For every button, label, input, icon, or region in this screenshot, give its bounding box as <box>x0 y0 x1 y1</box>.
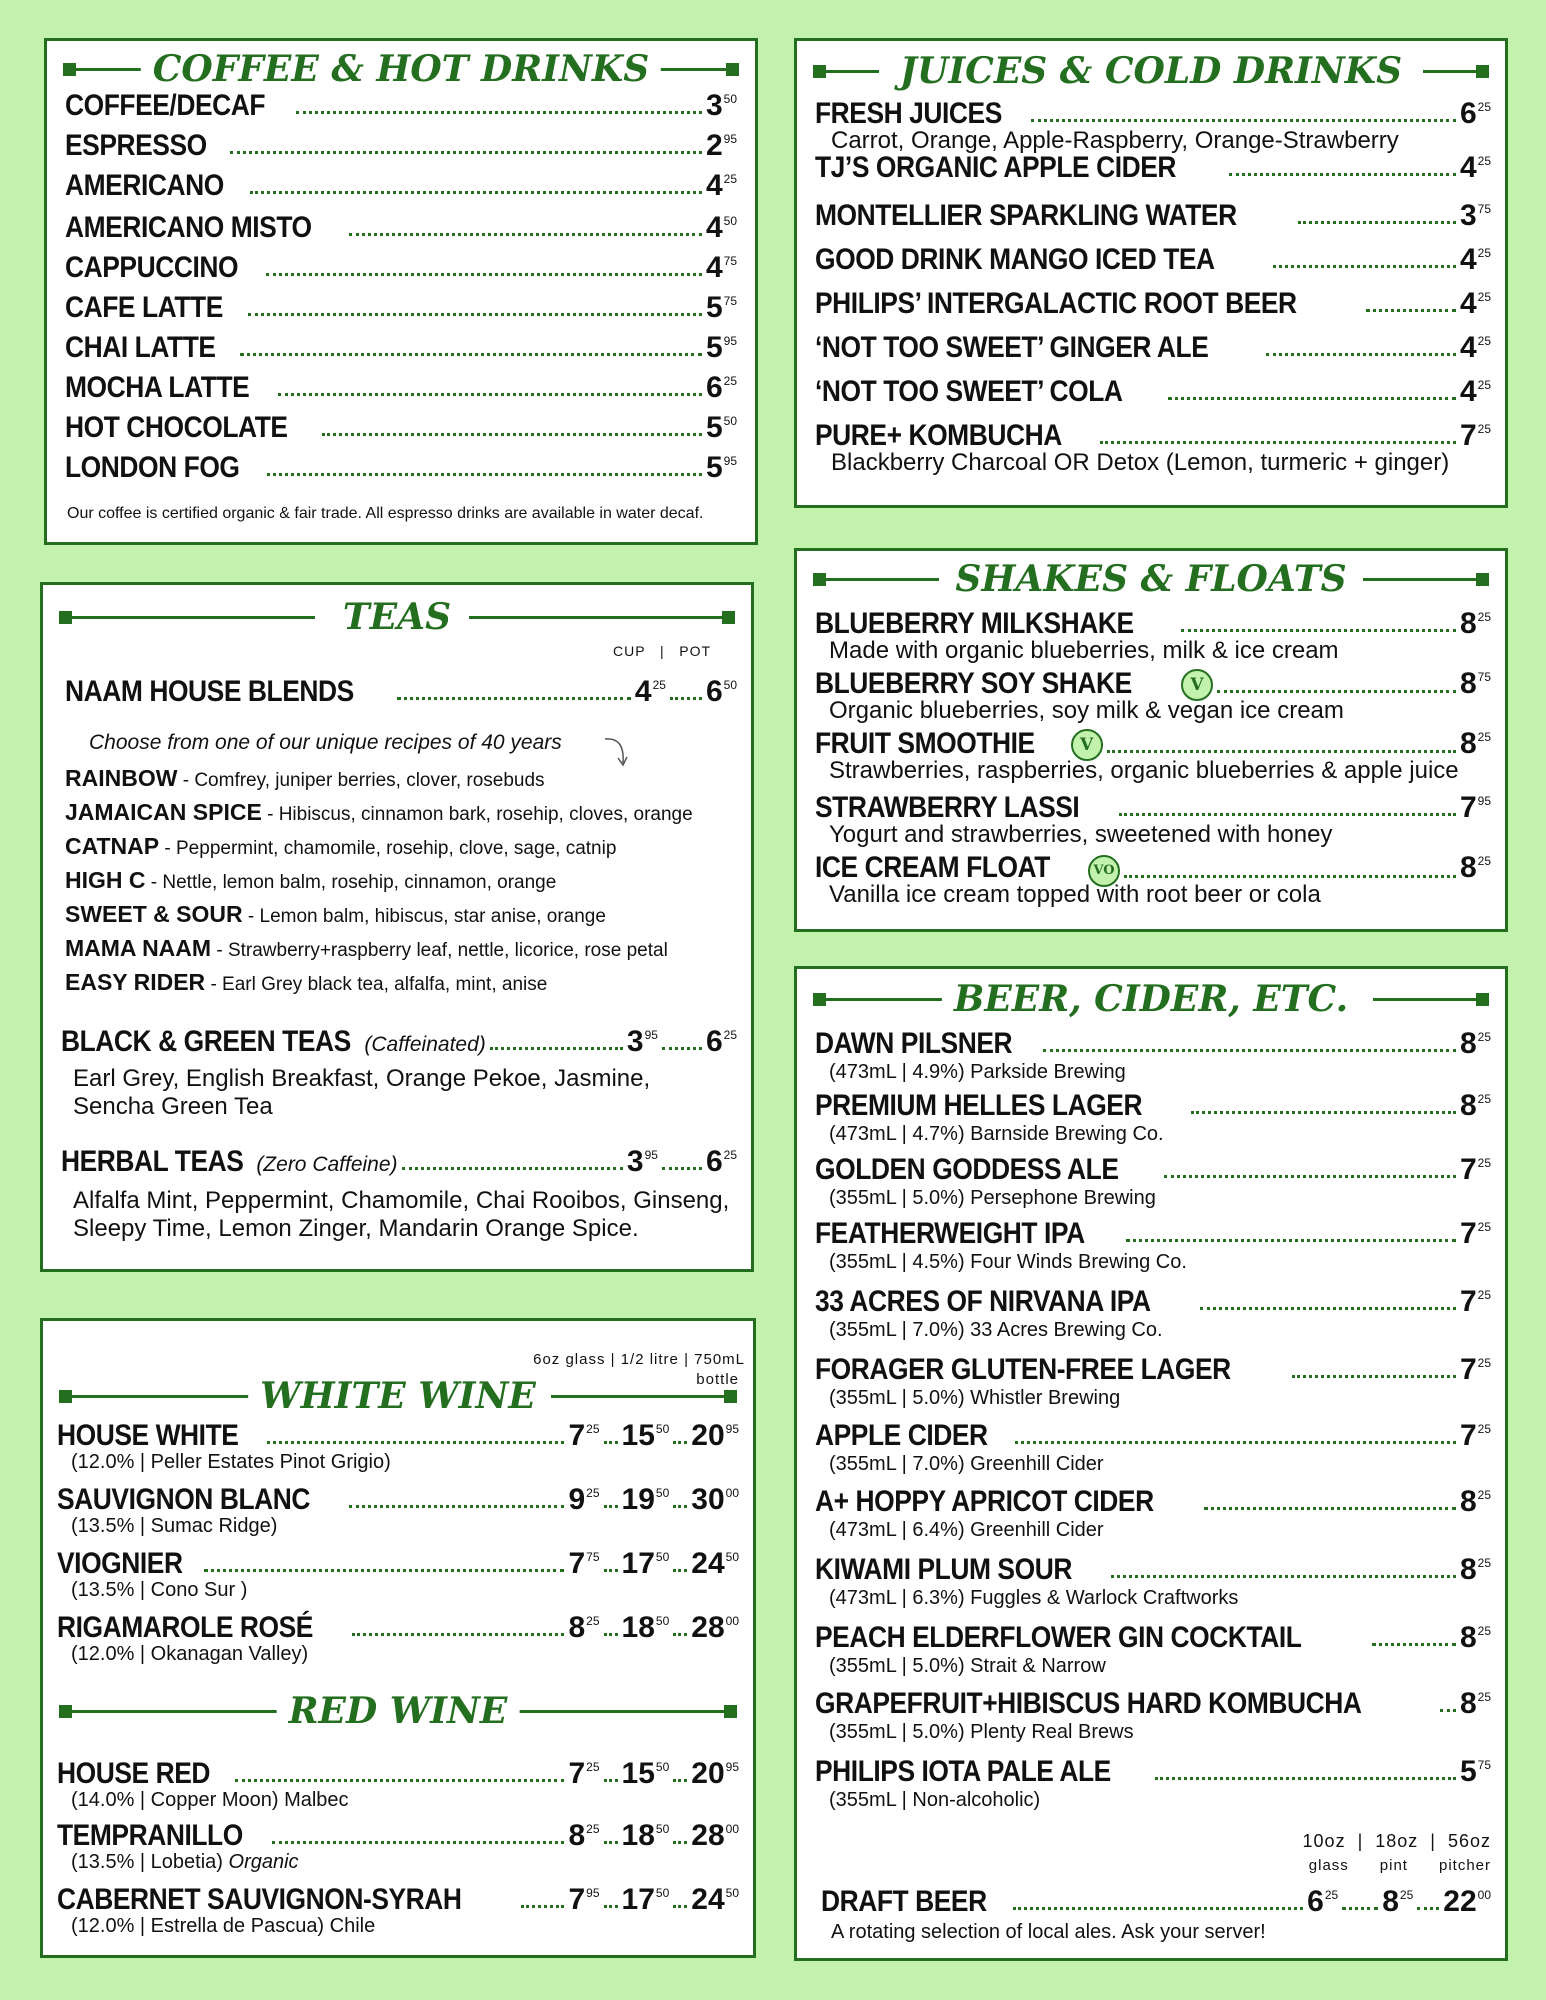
tea-blend: RAINBOW - Comfrey, juniper berries, clover, rosebuds <box>65 765 545 791</box>
beer-banner <box>813 979 1489 1019</box>
beer-item: FEATHERWEIGHT IPA $7^{25}$ <box>815 1217 1491 1250</box>
juice-item-name: ‘NOT TOO SWEET’ GINGER ALE <box>815 331 1209 364</box>
tea-herbal-name: HERBAL TEAS <box>61 1145 244 1178</box>
white-wine-title: WHITE WINE <box>248 1376 548 1416</box>
tea-blend: EASY RIDER - Earl Grey black tea, alfalfa, mint, anise <box>65 969 548 995</box>
coffee-item-name: COFFEE/DECAF <box>65 89 266 122</box>
wine-item-name: HOUSE WHITE <box>57 1419 239 1452</box>
tea-herbal-desc: Alfalfa Mint, Peppermint, Chamomile, Chai Rooibos, Ginseng, <box>73 1187 730 1214</box>
beer-item: PHILIPS IOTA PALE ALE $5^{75}$ <box>815 1755 1491 1788</box>
vegan-badge-icon: V <box>1181 669 1213 701</box>
tea-blend: MAMA NAAM - Strawberry+raspberry leaf, nettle, licorice, rose petal <box>65 935 668 961</box>
wine-item: TEMPRANILLO $8^{25}$ $18^{50}$ $28^{00}$ <box>57 1819 739 1852</box>
juice-item-name: ‘NOT TOO SWEET’ COLA <box>815 375 1123 408</box>
shake-item: ICE CREAM FLOAT VO $8^{25}$ <box>815 851 1491 890</box>
wine-item: VIOGNIER $7^{75}$ $17^{50}$ $24^{50}$ <box>57 1547 739 1580</box>
beer-item: 33 ACRES OF NIRVANA IPA $7^{25}$ <box>815 1285 1491 1318</box>
juice-item: MONTELLIER SPARKLING WATER $3^{75}$ <box>815 199 1491 232</box>
juice-item: ‘NOT TOO SWEET’ GINGER ALE $4^{25}$ <box>815 331 1491 364</box>
shakes-banner <box>813 559 1489 599</box>
juice-item: TJ’S ORGANIC APPLE CIDER $4^{25}$ <box>815 151 1491 184</box>
red-wine-title: RED WINE <box>277 1691 520 1731</box>
beer-item-name: PEACH ELDERFLOWER GIN COCKTAIL <box>815 1621 1302 1654</box>
beer-item: KIWAMI PLUM SOUR $8^{25}$ <box>815 1553 1491 1586</box>
beer-item-desc: (355mL | 5.0%) Persephone Brewing <box>829 1187 1156 1209</box>
wine-size-header-2: bottle <box>696 1371 739 1388</box>
teas-title: TEAS <box>331 597 463 637</box>
juices-title: JUICES & COLD DRINKS <box>888 51 1414 91</box>
coffee-item-name: LONDON FOG <box>65 451 240 484</box>
tea-house-name: NAAM HOUSE BLENDS <box>65 675 354 708</box>
juice-item: PURE+ KOMBUCHA $7^{25}$ <box>815 419 1491 452</box>
tea-blend: JAMAICAN SPICE - Hibiscus, cinnamon bark, rosehip, cloves, orange <box>65 799 693 825</box>
beer-item-desc: (355mL | Non-alcoholic) <box>829 1789 1041 1811</box>
beer-item-name: PHILIPS IOTA PALE ALE <box>815 1755 1111 1788</box>
beer-item-name: FEATHERWEIGHT IPA <box>815 1217 1085 1250</box>
shake-item: FRUIT SMOOTHIE V $8^{25}$ <box>815 727 1491 760</box>
shakes-title: SHAKES & FLOATS <box>943 559 1358 599</box>
teas-panel <box>40 582 754 1272</box>
beer-item-desc: (355mL | 5.0%) Whistler Brewing <box>829 1387 1121 1409</box>
coffee-item-name: AMERICANO <box>65 169 224 202</box>
shake-item-name: FRUIT SMOOTHIE <box>815 727 1035 760</box>
tea-blend: SWEET & SOUR - Lemon balm, hibiscus, star anise, orange <box>65 901 606 927</box>
wine-item: RIGAMAROLE ROSÉ $8^{25}$ $18^{50}$ $28^{00}$ <box>57 1611 739 1644</box>
beer-item-desc: (355mL | 5.0%) Plenty Real Brews <box>829 1721 1134 1743</box>
tea-black-desc-2: Sencha Green Tea <box>73 1093 273 1120</box>
juices-panel <box>794 38 1508 508</box>
shake-item-desc: Strawberries, raspberries, organic blueberries & apple juice <box>829 757 1459 784</box>
white-wine-banner <box>59 1376 737 1416</box>
wine-item-name: TEMPRANILLO <box>57 1819 243 1852</box>
coffee-banner <box>63 49 739 89</box>
beer-item-name: DAWN PILSNER <box>815 1027 1013 1060</box>
beer-item-name: A+ HOPPY APRICOT CIDER <box>815 1485 1154 1518</box>
coffee-item: MOCHA LATTE $6^{25}$ <box>65 371 737 404</box>
beer-item: A+ HOPPY APRICOT CIDER $8^{25}$ <box>815 1485 1491 1518</box>
draft-beer-row: DRAFT BEER $6^{25}$ $8^{25}$ $22^{00}$ <box>821 1885 1491 1918</box>
beer-item: GRAPEFRUIT+HIBISCUS HARD KOMBUCHA $8^{25}$ <box>815 1687 1491 1720</box>
wine-item-desc: (14.0% | Copper Moon) Malbec <box>71 1789 349 1811</box>
beer-item-name: 33 ACRES OF NIRVANA IPA <box>815 1285 1151 1318</box>
beer-item-name: APPLE CIDER <box>815 1419 988 1452</box>
wine-item-desc: (13.5% | Sumac Ridge) <box>71 1515 278 1537</box>
coffee-item-name: CAFE LATTE <box>65 291 223 324</box>
coffee-item: HOT CHOCOLATE $5^{50}$ <box>65 411 737 444</box>
juice-item: GOOD DRINK MANGO ICED TEA $4^{25}$ <box>815 243 1491 276</box>
wine-panel <box>40 1318 756 1958</box>
tea-blend: CATNAP - Peppermint, chamomile, rosehip, clove, sage, catnip <box>65 833 617 859</box>
beer-item-desc: (355mL | 5.0%) Strait & Narrow <box>829 1655 1106 1677</box>
juice-item-desc: Blackberry Charcoal OR Detox (Lemon, turmeric + ginger) <box>831 449 1450 476</box>
coffee-item: AMERICANO MISTO $4^{50}$ <box>65 211 737 244</box>
red-wine-banner <box>59 1691 737 1731</box>
beer-item: DAWN PILSNER $8^{25}$ <box>815 1027 1491 1060</box>
wine-item-desc: (13.5% | Lobetia) Organic <box>71 1851 299 1873</box>
draft-beer-desc: A rotating selection of local ales. Ask your server! <box>831 1921 1266 1943</box>
wine-item-desc: (12.0% | Estrella de Pascua) Chile <box>71 1915 376 1937</box>
draft-beer-name: DRAFT BEER <box>821 1885 987 1918</box>
wine-item: SAUVIGNON BLANC $9^{25}$ $19^{50}$ $30^{00}$ <box>57 1483 739 1516</box>
wine-item-desc: (12.0% | Okanagan Valley) <box>71 1643 309 1665</box>
beer-item-name: GRAPEFRUIT+HIBISCUS HARD KOMBUCHA <box>815 1687 1362 1720</box>
coffee-item-name: ESPRESSO <box>65 129 207 162</box>
beer-item: FORAGER GLUTEN-FREE LAGER $7^{25}$ <box>815 1353 1491 1386</box>
beer-panel <box>794 966 1508 1961</box>
beer-item: PEACH ELDERFLOWER GIN COCKTAIL $8^{25}$ <box>815 1621 1491 1654</box>
tea-herbal-row: HERBAL TEAS (Zero Caffeine) $3^{95}$ $6^{25}$ <box>61 1145 737 1178</box>
beer-item-desc: (473mL | 4.7%) Barnside Brewing Co. <box>829 1123 1164 1145</box>
juice-item: FRESH JUICES $6^{25}$ <box>815 97 1491 130</box>
coffee-item: COFFEE/DECAF $3^{50}$ <box>65 89 737 122</box>
coffee-item: ESPRESSO $2^{95}$ <box>65 129 737 162</box>
beer-item-desc: (473mL | 4.9%) Parkside Brewing <box>829 1061 1126 1083</box>
juice-item: ‘NOT TOO SWEET’ COLA $4^{25}$ <box>815 375 1491 408</box>
wine-item-name: SAUVIGNON BLANC <box>57 1483 311 1516</box>
tea-intro: Choose from one of our unique recipes of 40 years <box>89 731 562 754</box>
juice-item-name: TJ’S ORGANIC APPLE CIDER <box>815 151 1177 184</box>
beer-item: PREMIUM HELLES LAGER $8^{25}$ <box>815 1089 1491 1122</box>
shake-item-name: ICE CREAM FLOAT <box>815 851 1050 884</box>
vegan-badge-icon: V <box>1071 729 1103 761</box>
coffee-item-name: HOT CHOCOLATE <box>65 411 288 444</box>
beer-item-name: GOLDEN GODDESS ALE <box>815 1153 1119 1186</box>
wine-item: CABERNET SAUVIGNON-SYRAH $7^{95}$ $17^{50}$ $24^{50}$ <box>57 1883 739 1916</box>
beer-item-desc: (355mL | 7.0%) 33 Acres Brewing Co. <box>829 1319 1163 1341</box>
juice-item: PHILIPS’ INTERGALACTIC ROOT BEER $4^{25}$ <box>815 287 1491 320</box>
shake-item-desc: Yogurt and strawberries, sweetened with honey <box>829 821 1333 848</box>
coffee-panel <box>44 38 758 545</box>
coffee-title: COFFEE & HOT DRINKS <box>141 49 661 89</box>
beer-item: GOLDEN GODDESS ALE $7^{25}$ <box>815 1153 1491 1186</box>
shake-item-desc: Made with organic blueberries, milk & ice cream <box>829 637 1339 664</box>
beer-item-desc: (355mL | 4.5%) Four Winds Brewing Co. <box>829 1251 1187 1273</box>
tea-size-header: CUP | POT <box>613 643 712 659</box>
teas-banner <box>59 597 735 637</box>
beer-item-name: FORAGER GLUTEN-FREE LAGER <box>815 1353 1231 1386</box>
shake-item-name: STRAWBERRY LASSI <box>815 791 1080 824</box>
wine-size-header: 6oz glass | 1/2 litre | 750mL <box>533 1351 745 1368</box>
tea-blend: HIGH C - Nettle, lemon balm, rosehip, cinnamon, orange <box>65 867 557 893</box>
juice-item-name: PHILIPS’ INTERGALACTIC ROOT BEER <box>815 287 1297 320</box>
tea-herbal-desc-2: Sleepy Time, Lemon Zinger, Mandarin Orange Spice. <box>73 1215 639 1242</box>
shake-item-desc: Vanilla ice cream topped with root beer or cola <box>829 881 1321 908</box>
tea-intro-arrow-icon <box>603 733 629 773</box>
wine-item-desc: (12.0% | Peller Estates Pinot Grigio) <box>71 1451 391 1473</box>
coffee-item-name: MOCHA LATTE <box>65 371 250 404</box>
coffee-item-name: CHAI LATTE <box>65 331 216 364</box>
tea-house-row: NAAM HOUSE BLENDS $4^{25}$ $6^{50}$ <box>65 675 737 708</box>
juices-banner <box>813 51 1489 91</box>
tea-black-name: BLACK & GREEN TEAS <box>61 1025 351 1058</box>
shake-item-desc: Organic blueberries, soy milk & vegan ice cream <box>829 697 1344 724</box>
coffee-item: CAPPUCCINO $4^{75}$ <box>65 251 737 284</box>
coffee-item: AMERICANO $4^{25}$ <box>65 169 737 202</box>
wine-item-name: CABERNET SAUVIGNON-SYRAH <box>57 1883 462 1916</box>
beer-item-name: PREMIUM HELLES LAGER <box>815 1089 1143 1122</box>
vegan-badge-icon: VO <box>1088 855 1120 887</box>
shake-item-name: BLUEBERRY MILKSHAKE <box>815 607 1134 640</box>
beer-item-desc: (473mL | 6.4%) Greenhill Cider <box>829 1519 1104 1541</box>
tea-black-row: BLACK & GREEN TEAS (Caffeinated) $3^{95}$ $6^{25}$ <box>61 1025 737 1058</box>
wine-item: HOUSE WHITE $7^{25}$ $15^{50}$ $20^{95}$ <box>57 1419 739 1452</box>
wine-item-desc: (13.5% | Cono Sur ) <box>71 1579 248 1601</box>
wine-item: HOUSE RED $7^{25}$ $15^{50}$ $20^{95}$ <box>57 1757 739 1790</box>
beer-item-desc: (355mL | 7.0%) Greenhill Cider <box>829 1453 1104 1475</box>
coffee-item: LONDON FOG $5^{95}$ <box>65 451 737 484</box>
shake-item: BLUEBERRY SOY SHAKE V $8^{75}$ <box>815 667 1491 700</box>
wine-item-name: HOUSE RED <box>57 1757 210 1790</box>
juice-item-name: FRESH JUICES <box>815 97 1002 130</box>
draft-size-header-2: glass pint pitcher <box>1308 1857 1491 1874</box>
beer-item-desc: (473mL | 6.3%) Fuggles & Warlock Craftworks <box>829 1587 1239 1609</box>
beer-item-name: KIWAMI PLUM SOUR <box>815 1553 1072 1586</box>
wine-item-name: RIGAMAROLE ROSÉ <box>57 1611 313 1644</box>
coffee-item-name: CAPPUCCINO <box>65 251 239 284</box>
shake-item: BLUEBERRY MILKSHAKE $8^{25}$ <box>815 607 1491 640</box>
shakes-panel <box>794 548 1508 932</box>
beer-item: APPLE CIDER $7^{25}$ <box>815 1419 1491 1452</box>
wine-item-name: VIOGNIER <box>57 1547 183 1580</box>
coffee-item: CHAI LATTE $5^{95}$ <box>65 331 737 364</box>
coffee-item: CAFE LATTE $5^{75}$ <box>65 291 737 324</box>
shake-item: STRAWBERRY LASSI $7^{95}$ <box>815 791 1491 824</box>
coffee-item-name: AMERICANO MISTO <box>65 211 312 244</box>
draft-size-header: 10oz | 18oz | 56oz <box>1302 1831 1491 1851</box>
shake-item-name: BLUEBERRY SOY SHAKE <box>815 667 1132 700</box>
tea-black-desc: Earl Grey, English Breakfast, Orange Pekoe, Jasmine, <box>73 1065 651 1092</box>
juice-item-name: MONTELLIER SPARKLING WATER <box>815 199 1237 232</box>
coffee-note: Our coffee is certified organic & fair trade. All espresso drinks are available in water decaf. <box>67 505 704 522</box>
juice-item-name: GOOD DRINK MANGO ICED TEA <box>815 243 1215 276</box>
beer-title: BEER, CIDER, ETC. <box>942 979 1360 1019</box>
juice-item-desc: Carrot, Orange, Apple-Raspberry, Orange-Strawberry <box>831 127 1399 154</box>
juice-item-name: PURE+ KOMBUCHA <box>815 419 1062 452</box>
